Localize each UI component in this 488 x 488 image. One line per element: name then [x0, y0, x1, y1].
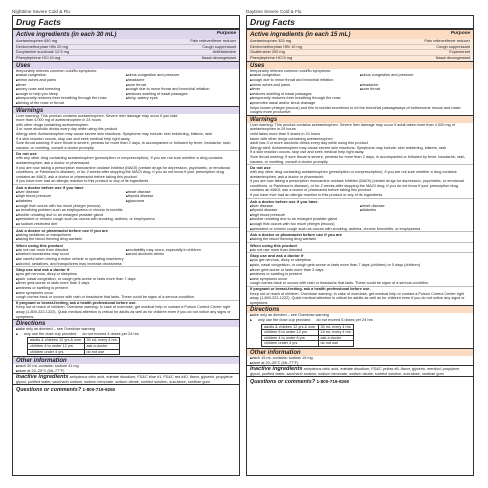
uses-expectorant-note: helps loosen phlegm (mucus) and thin bronchial secretions to rid the bronchial passageways of bothersome mucus and make coughs more productive	[250, 105, 461, 115]
ingredient-name: Acetaminophen 325 mg	[250, 38, 292, 43]
skin-reaction-note: If a skin reaction occurs, stop use and seek medical help right away.	[16, 136, 131, 141]
stop-use-note: cough comes back or occurs with rash or headache that lasts. These could be signs of a serious condition.	[16, 295, 195, 300]
list-item: ■ avoid alcoholic drinks	[126, 252, 236, 257]
ask-doctor-list	[247, 204, 473, 218]
ask-doctor-title: Ask a doctor before use if you have	[13, 184, 239, 190]
when-using-list	[13, 248, 239, 257]
phone-number: 1-800-719-9260	[316, 379, 350, 385]
list-item: with any other drug containing acetaminophen (prescription or nonprescription). If you are not sure whether a drug contains acetaminophen, ask a doctor or pharmacist.	[16, 156, 223, 165]
ask-pharmacist-title: Ask a doctor or pharmacist before use if you are	[247, 231, 473, 237]
table-row	[262, 341, 354, 347]
list-item: ■ runny nose and sneezing	[16, 87, 126, 92]
list-item: ■ heart disease	[126, 190, 236, 195]
list-item: ■ only use the dose cup provided	[257, 317, 311, 322]
other-info-list	[13, 364, 239, 373]
list-item: ■ headache	[126, 78, 236, 83]
pregnancy-note: If pregnant or breast-feeding, ask a health professional before use.	[13, 300, 239, 306]
list-item: ■ headache	[360, 83, 470, 88]
list-item: ■ each 30 mL contains: sodium 41 mg	[16, 364, 236, 369]
list-item: ■ itching of the nose or throat	[16, 101, 126, 106]
list-item-pair	[16, 332, 236, 337]
drug-facts-title: Drug Facts	[247, 16, 473, 30]
do-not-use-list	[247, 170, 473, 198]
list-item: if you have ever had an allergic reaction to this product or any of its ingredients	[16, 179, 149, 184]
ingredient-name: Guaifenesin 200 mg	[250, 49, 285, 55]
daytime-drug-facts-panel	[246, 8, 474, 480]
ask-doctor-title: Ask a doctor before use if you have	[247, 198, 473, 204]
sore-throat-warning: Sore throat warning: If sore throat is severe, persists for more than 2 days, is accompanied or followed by fever, headache, rash, nausea, or vomiting, consult a doctor promptly.	[250, 154, 466, 164]
list-item-pair	[250, 318, 470, 323]
list-item: ■ itchy, watery eyes	[126, 96, 236, 101]
list-item: ■ glaucoma	[126, 199, 236, 204]
list-item: if you have ever had an allergic reaction to this product or any of its ingredients	[250, 193, 383, 198]
list-item: ■ be careful when driving a motor vehicle or operating machinery	[16, 257, 236, 262]
table-cell: 30 mL every 4 hrs	[84, 338, 119, 344]
list-item: ■ temporarily restores freer breathing through the nose	[250, 96, 470, 101]
warning-item: more than 4,000 mg of acetaminophen in 24 hours	[16, 118, 102, 123]
warnings-title: Warnings	[13, 106, 239, 114]
table-cell: ask a doctor	[318, 335, 353, 341]
list-item: ■ heart disease	[360, 204, 470, 209]
do-not-use-title: Do not use	[13, 150, 239, 156]
purpose-title: Purpose	[216, 31, 236, 36]
uses-intro: temporarily relieves common cold/flu symptoms:	[16, 68, 98, 73]
do-not-use-title: Do not use	[247, 164, 473, 170]
dosing-table	[261, 324, 354, 347]
list-item: ■ cough due to minor throat and bronchial irritation	[250, 78, 470, 83]
list-item: ■ sinus congestion and pressure	[126, 73, 236, 78]
ingredient-purpose: Pain reliever/fever reducer	[424, 38, 470, 43]
list-item: ■ promotes nasal and/or sinus drainage	[250, 101, 470, 106]
table-cell: do not use	[84, 349, 119, 355]
warning-item: adult has 3 or more alcoholic drinks every day while using this product	[250, 141, 368, 146]
list-item: ■ persistent or chronic cough such as occurs with smoking, asthma, chronic bronchitis, or emphysema	[250, 227, 470, 232]
active-ingredients-title: Active ingredients (in each 15 mL)	[250, 31, 351, 38]
table-row	[262, 324, 354, 330]
ingredient-purpose: Nasal decongestant	[201, 55, 236, 61]
list-item: ■ reduces swelling of nasal passages	[126, 92, 236, 97]
list-item: ■ minor aches and pains	[250, 83, 360, 88]
table-cell: children under 4 yrs	[28, 349, 85, 355]
table-row	[28, 338, 120, 344]
warning-item: taken with other drugs containing acetaminophen	[250, 136, 333, 141]
directions-title: Directions	[13, 319, 239, 327]
warnings-title: Warnings	[247, 115, 473, 123]
list-item: ■ store at 20–25°C (68–77°F)	[16, 369, 236, 374]
ask-doctor-list	[13, 190, 239, 204]
panel-header: Nighttime Severe Cold & Flu	[12, 9, 70, 14]
list-item: ■ redness or swelling is present	[250, 272, 470, 277]
ingredient-name: Acetaminophen 650 mg	[16, 38, 58, 43]
list-item: ■ diabetes	[16, 199, 126, 204]
list-item: ■ take only as directed – see Overdose warning	[16, 327, 236, 332]
pregnancy-note: If pregnant or breast-feeding, ask a health professional before use.	[247, 286, 473, 292]
questions-label: Questions or comments?	[16, 387, 81, 394]
do-not-use-list	[13, 156, 239, 184]
ingredients-list	[247, 39, 473, 61]
list-item: ■ diabetes	[360, 208, 470, 213]
inactive-ingredients	[13, 373, 239, 384]
list-item: ■ fever gets worse or lasts more than 3 days	[16, 281, 236, 286]
ingredient-purpose: Cough suppressant	[202, 43, 236, 49]
list-item: ■ taking the blood thinning drug warfarin	[250, 237, 470, 242]
list-item: ■ do not use more than directed	[250, 248, 470, 253]
list-item: ■ you get nervous, dizzy or sleepless	[16, 272, 236, 277]
stop-use-title: Stop use and ask a doctor if	[13, 266, 239, 272]
inactive-ingredients	[247, 365, 473, 376]
table-cell: 30 mL every 4 hrs	[318, 324, 353, 330]
table-cell: children 4 to under 12 yrs	[28, 343, 85, 349]
active-ingredients-title: Active ingredients (in each 30 mL)	[16, 31, 117, 38]
other-info-list	[247, 356, 473, 365]
table-cell: children 6 to under 12 yrs	[262, 330, 319, 336]
list-item: ■ persistent or chronic cough such as occurs with smoking, asthma, or emphysema	[16, 217, 236, 222]
list-item: ■ taking the blood thinning drug warfarin	[16, 237, 236, 242]
purpose-title: Purpose	[450, 31, 470, 36]
ask-pharmacist-title: Ask a doctor or pharmacist before use if you are	[13, 227, 239, 233]
ingredients-list	[13, 39, 239, 61]
drug-facts-box	[246, 15, 474, 476]
warnings-text	[13, 114, 239, 151]
table-cell: children under 4 yrs	[262, 341, 319, 347]
directions-title: Directions	[247, 305, 473, 313]
ingredient-purpose: Cough suppressant	[436, 43, 470, 49]
ingredient-purpose: Nasal decongestant	[435, 55, 470, 61]
list-item: ■ nasal congestion	[16, 73, 126, 78]
phone-number: 1-800-719-9260	[82, 387, 116, 393]
uses-list-2	[247, 83, 473, 92]
questions-line	[13, 384, 239, 395]
table-cell: ask a doctor	[84, 343, 119, 349]
list-item: ■ each 15 mL contains: sodium 15 mg	[250, 356, 470, 361]
stop-use-list	[247, 258, 473, 281]
list-item: ■ marked drowsiness may occur	[16, 252, 126, 257]
liver-warning: Liver warning: This product contains acetaminophen. Severe liver damage may occur if you take	[16, 113, 178, 118]
list-item: ■ cough to help you sleep	[16, 92, 126, 97]
table-cell: do not use	[318, 341, 353, 347]
warnings-text	[247, 123, 473, 164]
table-row	[28, 349, 120, 355]
list-item: do not exceed 4 doses per 24 hrs	[82, 331, 139, 336]
list-item: ■ trouble urinating due to an enlarged prostate gland	[250, 217, 470, 222]
list-item: ■ sore throat	[360, 87, 470, 92]
list-item: ■ new symptoms occur	[16, 291, 236, 296]
ask-doctor-list-wide	[13, 204, 239, 227]
list-item: ■ pain, nasal congestion, or cough gets worse or lasts more than 7 days (children) or 5 days (children)	[250, 263, 470, 268]
ingredient-name: Phenylephrine HCl 10 mg	[16, 55, 61, 61]
ingredient-name: Dextromethorphan HBr 10 mg	[250, 43, 302, 49]
sore-throat-warning: Sore throat warning: If sore throat is severe, persists for more than 2 days, is accompanied or followed by fever, headache, rash, nausea, or vomiting, consult a doctor promptly.	[16, 141, 232, 150]
inactive-ingredients-text: anhydrous citric acid, edetate disodium, FD&C yellow #6, flavor, glycerin, menthol, propylene glycol, purified water, saccharin sodium, sodium benzoate, sodium citrate, sorbitol solution, sucralose, xanthan gum	[250, 367, 460, 376]
warning-item: 3 or more alcoholic drinks every day while using this product	[16, 127, 118, 132]
inactive-ingredients-text: anhydrous citric acid, edetate disodium, FD&C blue #1, FD&C red #40, flavor, glycerin, propylene glycol, purified water, saccharin sodium, sodium benzoate, sodium citrate, sorbitol solution, sucralose, xanthan gum	[16, 375, 233, 384]
when-using-title: When using this product	[13, 242, 239, 248]
list-item: ■ only use the dose cup provided	[23, 331, 77, 336]
keep-out-of-reach: Keep out of reach of children. Overdose warning: In case of overdose, get medical help or contact a Poison Control Center right away (1-800-222-1222). Quick medical attention is critical for adults as well as for children even if you do not notice any signs or symptoms.	[250, 291, 465, 305]
list-item: ■ cough that occurs with too much phlegm (mucus)	[16, 204, 236, 209]
stop-use-title: Stop use and ask a doctor if	[247, 252, 473, 258]
list-item: ■ new symptoms occur	[250, 277, 470, 282]
ingredient-purpose: Expectorant	[449, 49, 470, 55]
ingredient-name: Dextromethorphan HBr 20 mg	[16, 43, 68, 49]
drug-facts-box	[12, 15, 240, 476]
list-item: ■ a sodium-restricted diet	[16, 222, 236, 227]
list-item: ■ a breathing problem such as emphysema or chronic bronchitis	[16, 208, 236, 213]
dosing-table	[27, 337, 120, 355]
inactive-ingredients-title: Inactive ingredients	[250, 366, 303, 373]
list-item: ■ reduces swelling of nasal passages	[250, 92, 470, 97]
list-item: ■ trouble urinating due to an enlarged prostate gland	[16, 213, 236, 218]
list-item: ■ pain, nasal congestion, or cough gets worse or lasts more than 7 days	[16, 277, 236, 282]
warning-item: child takes more than 5 doses in 24 hours	[250, 131, 321, 136]
stop-use-note: cough comes back or occurs with rash or headache that lasts. These could be signs of a serious condition.	[250, 281, 429, 286]
list-item: ■ liver disease	[16, 190, 126, 195]
list-item: with any other drug containing acetaminophen (prescription or nonprescription). If you are not sure whether a drug contains acetaminophen, ask a doctor or pharmacist.	[250, 170, 457, 179]
ingredient-purpose: Antihistamine	[212, 49, 236, 55]
list-item: ■ thyroid disease	[126, 194, 236, 199]
table-cell: 15 mL every 4 hrs	[318, 330, 353, 336]
ingredient-purpose: Pain reliever/fever reducer	[190, 38, 236, 43]
panel-header: Daytime Severe Cold & Flu	[246, 9, 302, 14]
list-item: ■ fever gets worse or lasts more than 3 days	[250, 268, 470, 273]
inactive-ingredients-title: Inactive ingredients	[16, 374, 69, 381]
questions-line	[247, 376, 473, 387]
directions-list	[13, 327, 239, 336]
uses-intro: temporarily relieves common cold/flu symptoms:	[250, 68, 332, 73]
list-item: ■ you get nervous, dizzy or sleepless	[250, 258, 470, 263]
list-item: if you are now taking a prescription monoamine oxidase inhibitor (MAOI) (certain drugs for depression, psychiatric, or emotional conditions, or Parkinson's disease), or for 2 weeks after stopping the MAOI drug. If you do not know if your prescription drug contains an MAOI, ask a doctor or pharmacist before taking this product.	[16, 165, 230, 179]
list-item: ■ store at 20–25°C (68–77°F)	[250, 361, 470, 366]
questions-label: Questions or comments?	[250, 379, 315, 386]
list-item: ■ sore throat	[126, 83, 236, 88]
uses-title: Uses	[13, 61, 239, 69]
list-item: ■ thyroid disease	[250, 208, 360, 213]
uses-title: Uses	[247, 61, 473, 69]
list-item: if you are now taking a prescription monoamine oxidase inhibitor (MAOI) (certain drugs for depression, psychiatric, or emotional conditions, or Parkinson's disease), or for 2 weeks after stopping the MAOI drug. If you do not know if your prescription drug contains an MAOI, ask a doctor or pharmacist before taking this product.	[250, 179, 464, 193]
list-item: ■ do not use more than directed	[16, 248, 126, 253]
list-item: ■ temporarily restores freer breathing through the nose	[16, 96, 126, 101]
table-cell: children 4 to under 6 yrs	[262, 335, 319, 341]
list-item: ■ high blood pressure	[250, 213, 360, 218]
ingredient-name: Phenylephrine HCl 5 mg	[250, 55, 293, 61]
when-using-title: When using this product	[247, 242, 473, 248]
list-item: ■ fever	[250, 87, 360, 92]
table-cell: adults & children 12 yrs & over	[28, 338, 85, 344]
stop-use-list	[13, 272, 239, 295]
allergy-alert: Allergy alert: Acetaminophen may cause severe skin reactions. Symptoms may include: skin reddening, blisters, rash	[250, 145, 447, 150]
uses-list-3	[247, 92, 473, 106]
list-item: ■ excitability may occur, especially in children	[126, 248, 236, 253]
ingredient-name: Doxylamine succinate 12.5 mg	[16, 49, 69, 55]
list-item: ■ cough due to minor throat and bronchial irritation	[126, 87, 236, 92]
other-info-title: Other information	[13, 356, 239, 364]
ask-doctor-list-wide	[247, 217, 473, 231]
ask-pharmacist-list	[13, 233, 239, 242]
list-item: ■ nasal congestion	[250, 73, 360, 78]
keep-out-of-reach: Keep out of reach of children. Overdose warning: In case of overdose, get medical help or contact a Poison Control Center right away (1-800-222-1222). Quick medical attention is critical for adults as well as for children even if you do not notice any signs or symptoms.	[16, 305, 231, 319]
uses-list	[13, 73, 239, 105]
list-item: ■ cough that occurs with too much phlegm (mucus)	[250, 222, 470, 227]
table-cell: adults & children 12 yrs & over	[262, 324, 319, 330]
when-using-list-wide	[13, 257, 239, 266]
warning-item: with other drugs containing acetaminophen	[16, 122, 89, 127]
skin-reaction-note: If a skin reaction occurs, stop use and seek medical help right away.	[250, 150, 365, 155]
list-item: ■ liver disease	[250, 204, 360, 209]
list-item: ■ take only as directed – see Overdose warning	[250, 313, 470, 318]
nighttime-drug-facts-panel	[12, 8, 240, 480]
liver-warning: Liver warning: This product contains acetaminophen. Severe liver damage may occur if adult takes more than 4,000 mg of acetaminophen in 24 hours	[250, 122, 455, 132]
allergy-alert: Allergy alert: Acetaminophen may cause severe skin reactions. Symptoms may include: skin reddening, blisters, rash	[16, 131, 213, 136]
directions-list	[247, 313, 473, 322]
other-info-title: Other information	[247, 348, 473, 356]
list-item: ■ minor aches and pains	[16, 78, 126, 83]
list-item: ■ alcohol, sedatives, and tranquilizers may increase drowsiness	[16, 262, 236, 267]
list-item: ■ sinus congestion and pressure	[360, 73, 470, 78]
list-item: ■ fever	[16, 83, 126, 88]
list-item: do not exceed 5 doses per 24 hrs	[316, 317, 373, 322]
drug-facts-title: Drug Facts	[13, 16, 239, 30]
list-item: ■ high blood pressure	[16, 194, 126, 199]
list-item: ■ redness or swelling is present	[16, 286, 236, 291]
list-item: ■ taking sedatives or tranquilizers	[16, 233, 236, 238]
